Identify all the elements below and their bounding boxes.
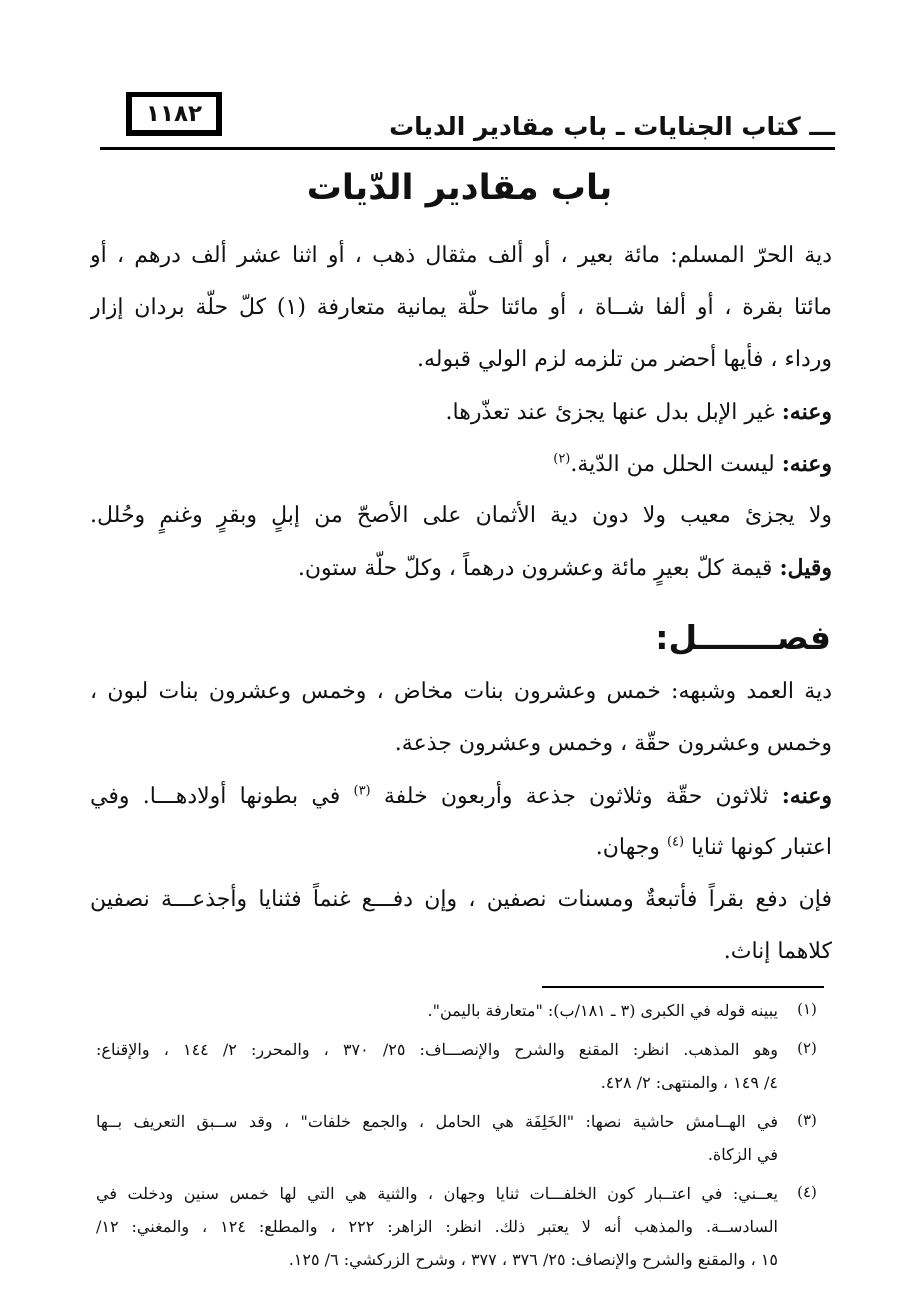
footnote-number: (٤): [797, 1183, 817, 1201]
footnote-line: السادســة. والمذهب أنه لا يعتبر ذلك. انظر: الزاهر: ٢٢٢ ، والمطلع: ١٢٤ ، والمغني: ١٢/: [96, 1217, 778, 1236]
riwaya-label: وعنه:: [781, 783, 832, 809]
footnote-ref: (٤): [666, 834, 685, 850]
footnote-line: وهو المذهب. انظر: المقنع والشرح والإنصـــاف: ٢٥/ ٣٧٠ ، والمحرر: ٢/ ١٤٤ ، والإقناع:: [96, 1040, 778, 1059]
body-line: دية العمد وشبهه: خمس وعشرون بنات مخاض ، وخمس وعشرون بنات لبون ،: [90, 679, 832, 704]
main-text-block: [90, 230, 832, 594]
footnote-line: ٤/ ١٤٩ ، والمنتهى: ٢/ ٤٢٨.: [600, 1073, 778, 1092]
body-line: دية الحرّ المسلم: مائة بعير ، أو ألف مثقال ذهب ، أو اثنا عشر ألف درهم ، أو: [90, 243, 832, 268]
footnotes: [96, 994, 822, 1282]
riwaya-line: [90, 386, 832, 438]
riwaya-text: ثلاثون حقّة وثلاثون جذعة وأربعون خلفة: [370, 784, 782, 809]
footnote-number: (٣): [797, 1111, 817, 1129]
body-line: كلاهما إناث.: [723, 939, 832, 964]
riwaya-text: وجهان.: [595, 835, 667, 860]
qila-text: قيمة كلّ بعيرٍ مائة وعشرون درهماً ، وكلّ حلّة ستون.: [297, 556, 780, 581]
footnote: [96, 1177, 822, 1276]
footnote: [96, 1033, 822, 1099]
footnote-line: في الزكاة.: [707, 1145, 778, 1164]
footnote-line: يعــني: في اعتــبار كون الخلفـــات ثنايا وجهان ، والثنية هي التي لها خمس سنين ودخلت في: [96, 1184, 778, 1203]
riwaya-text: ليست الحلل من الدّية.: [570, 452, 782, 477]
header-rule: [100, 147, 835, 150]
riwaya-text: اعتبار كونها ثنايا: [684, 835, 832, 860]
footnote-separator: [542, 986, 824, 988]
body-line: ولا يجزئ معيب ولا دون دية الأثمان على الأصحّ من إبلٍ وبقرٍ وغنمٍ وحُلل.: [90, 503, 832, 528]
chapter-title: باب مقادير الدّيات: [306, 168, 613, 208]
footnote-number: (١): [797, 1000, 817, 1018]
running-title: ـــ كتاب الجنايات ـ باب مقادير الديات: [389, 112, 835, 141]
page-header: [100, 92, 835, 150]
body-line: فإن دفع بقراً فأتبعةٌ ومسنات نصفين ، وإن دفـــع غنماً فثنايا وأجذعـــة نصفين: [90, 887, 832, 912]
footnote-ref: (٢): [553, 451, 571, 467]
riwaya-label: وعنه:: [781, 451, 832, 477]
footnote-line: في الهــامش حاشية نصها: "الخَلِفَة هي الحامل ، والجمع خلفات" ، وقد ســبق التعريف بــها: [96, 1112, 778, 1131]
riwaya-text: غير الإبل بدل عنها يجزئ عند تعذّرها.: [445, 400, 782, 425]
body-line: وخمس وعشرون حقّة ، وخمس وعشرون جذعة.: [394, 731, 832, 756]
riwaya-text: في بطونها أولادهـــا. وفي: [90, 784, 354, 809]
riwaya-line: [90, 822, 832, 874]
riwaya-line: [90, 438, 832, 490]
page-number-box: [126, 92, 222, 136]
footnote-line: يبينه قوله في الكبرى (٣ ـ ١٨١/ب): "متعارفة باليمن".: [427, 1001, 778, 1020]
footnote: [96, 1105, 822, 1171]
footnote: [96, 994, 822, 1027]
section-title: فصـــــــل:: [655, 618, 831, 657]
section-text-block: [90, 666, 832, 978]
riwaya-line: [90, 770, 832, 822]
page-number: ١١٨٢: [145, 100, 203, 127]
body-line: ورداء ، فأيها أحضر من تلزمه لزم الولي قبوله.: [416, 347, 832, 372]
footnote-ref: (٣): [353, 783, 371, 799]
body-line: مائتا بقرة ، أو ألفا شــاة ، أو مائتا حلّة يمانية متعارفة (١) كلّ حلّة بردان إزار: [90, 295, 832, 320]
qila-label: وقيل:: [779, 555, 832, 581]
riwaya-label: وعنه:: [781, 399, 832, 425]
footnote-number: (٢): [797, 1039, 817, 1057]
footnote-line: ١٥ ، والمقنع والشرح والإنصاف: ٢٥/ ٣٧٦ ، ٣٧٧ ، وشرح الزركشي: ٦/ ١٢٥.: [288, 1250, 778, 1269]
qila-line: [90, 542, 832, 594]
